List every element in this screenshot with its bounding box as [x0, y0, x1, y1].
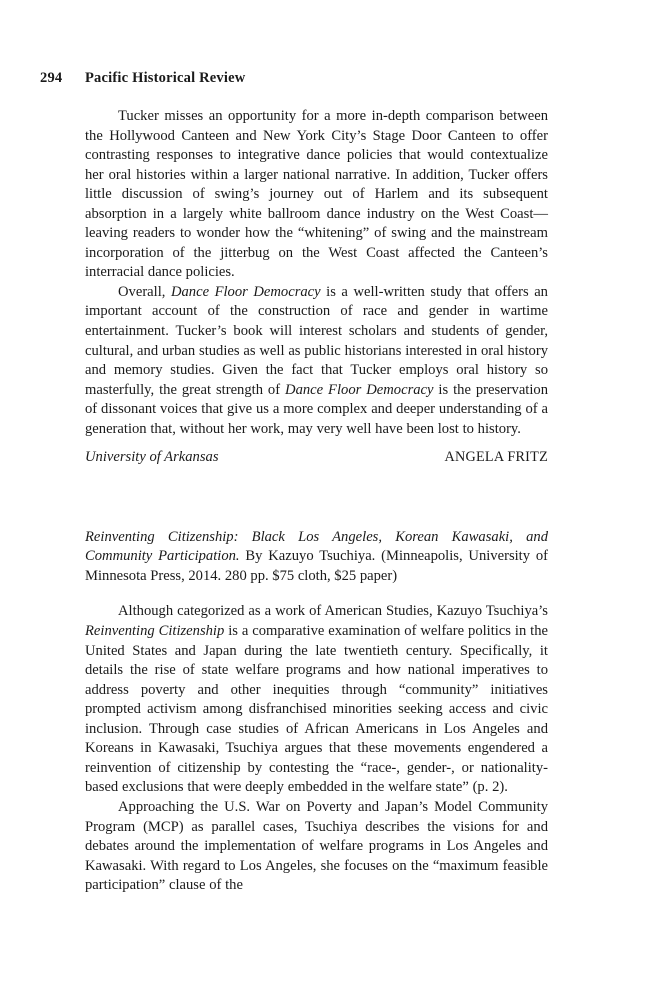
- review-two-para1-part-2: is a comparative examination of welfare politics in the United States and Japan during the late twentieth century. Specifically, it details the rise of state welfare programs and how national imperatives to address poverty and other inequities through “community” initiatives prompted activism among disfranchised minorities seeking access and civic inclusion. Through case studies of African Americans in Los Angeles and Koreans in Kawasaki, Tsuchiya argues that these movements engendered a reinvention of citizenship by contesting the “race-, gender-, or nationality-based exclusions that were deeply embedded in the welfare state” (p. 2).: [85, 623, 548, 796]
- text-column: [85, 107, 548, 896]
- page-folio-number: 294: [40, 70, 63, 86]
- reviewer-affiliation: University of Arkansas: [85, 449, 219, 466]
- book-title-reinventing-citizenship-inline: Reinventing Citizenship: [85, 623, 225, 640]
- running-head-title: Pacific Historical Review: [85, 70, 246, 86]
- para2-text-part-3: is the preservation of dissonant voices that give us a more complex and deeper understanding of a generation that, without her work, may very well have been lost to history.: [85, 381, 549, 437]
- book-title-reinventing-citizenship-citation: Reinventing Citizenship: Black Los Angeles, Korean Kawasaki, and Community Participation.: [85, 528, 548, 565]
- review-two-citation: [85, 528, 548, 587]
- section-separator-space: [85, 468, 548, 528]
- book-title-dance-floor-democracy-1: Dance Floor Democracy: [170, 283, 321, 300]
- review-one-byline: [85, 448, 548, 468]
- citation-body-space: [85, 586, 548, 602]
- reviewer-name: ANGELA FRITZ: [444, 449, 548, 466]
- review-one-paragraph-1: Tucker misses an opportunity for a more in-depth comparison between the Hollywood Canteen and New York City’s Stage Door Canteen to offer contrasting responses to integrative dance policies that would contextualize her oral histories within a larger national narrative. In addition, Tucker offers little discussion of swing’s journey out of Harlem and its subsequent absorption in a largely white ballroom dance industry on the West Coast—leaving readers to wonder how the “whitening” of swing and the mainstream incorporation of the jitterbug on the West Coast affected the Canteen’s interracial dance policies.: [85, 108, 548, 281]
- para2-text-part-1: Overall,: [118, 283, 171, 300]
- review-two-para1-part-1: Although categorized as a work of American Studies, Kazuyo Tsuchiya’s: [118, 603, 548, 620]
- para2-text-part-2: is a well-written study that offers an important account of the construction of race and gender in wartime entertainment. Tucker’s book will interest scholars and students of gender, cultural, and urban studies as well as public historians interested in oral history and memory studies. Given the fact that Tucker employs oral history so masterfully, the great strength of: [85, 283, 548, 398]
- review-one-paragraph-2: [85, 283, 548, 439]
- review-two-paragraph-1: [85, 602, 548, 797]
- citation-publication-details: By Kazuyo Tsuchiya. (Minneapolis, University of Minnesota Press, 2014. 280 pp. $75 cloth, $25 paper): [85, 548, 548, 584]
- review-two-paragraph-2: Approaching the U.S. War on Poverty and Japan’s Model Community Program (MCP) as parallel cases, Tsuchiya describes the visions for and debates around the implementation of welfare programs in Los Angeles and Kawasaki. With regard to Los Angeles, she focuses on the “maximum feasible participation” clause of the: [85, 798, 548, 894]
- running-head: [40, 68, 548, 88]
- book-title-dance-floor-democracy-2: Dance Floor Democracy: [285, 381, 434, 398]
